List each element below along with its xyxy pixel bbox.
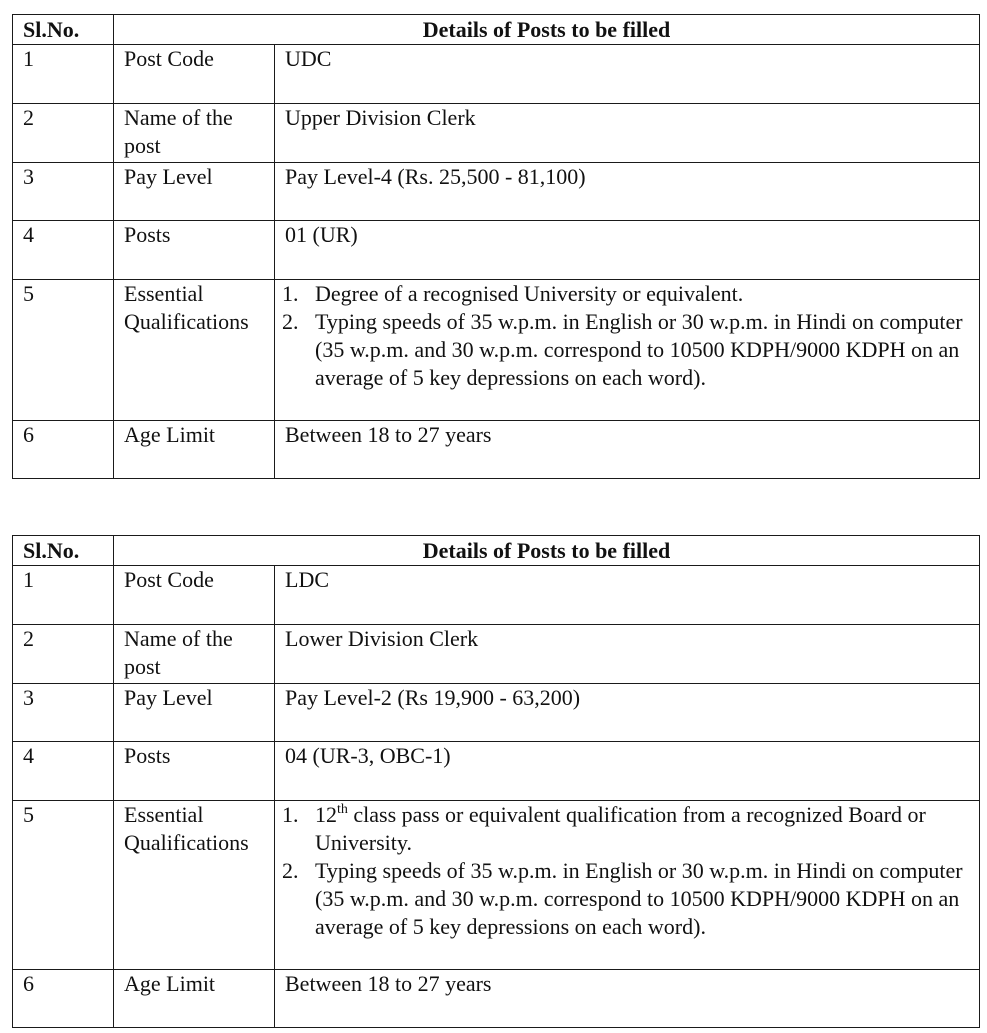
field-value: Between 18 to 27 years: [275, 970, 980, 1028]
sl-no-cell: 2: [13, 625, 114, 684]
sl-no-cell: 6: [13, 970, 114, 1028]
sl-no-header: Sl.No.: [13, 536, 114, 566]
list-item-text: class pass or equivalent qualification from a recognized Board or University.: [315, 802, 926, 855]
sl-no-cell: 3: [13, 163, 114, 221]
field-value: Upper Division Clerk: [275, 104, 980, 163]
table-row: [13, 280, 980, 421]
table-row: [13, 421, 980, 479]
sl-no-cell: 5: [13, 280, 114, 421]
table-row: [13, 104, 980, 163]
field-value: 04 (UR-3, OBC-1): [275, 742, 980, 801]
list-item-text-prefix: 12: [315, 802, 337, 827]
field-label: Posts: [114, 742, 275, 801]
list-item-text: Typing speeds of 35 w.p.m. in English or 30 w.p.m. in Hindi on computer (35 w.p.m. and 30 w.p.m. correspond to 10500 KDPH/9000 KDPH on an average of 5 key depressions on each word).: [315, 309, 963, 390]
list-item-number: 1.: [282, 802, 299, 827]
field-value: LDC: [275, 566, 980, 625]
sl-no-cell: 5: [13, 801, 114, 970]
field-value: 01 (UR): [275, 221, 980, 280]
list-item-text: Typing speeds of 35 w.p.m. in English or 30 w.p.m. in Hindi on computer (35 w.p.m. and 30 w.p.m. correspond to 10500 KDPH/9000 KDPH on an average of 5 key depressions on each word).: [315, 858, 963, 939]
field-label: Age Limit: [114, 421, 275, 479]
table-row: [13, 45, 980, 104]
table-row: [13, 801, 980, 970]
field-label: Age Limit: [114, 970, 275, 1028]
superscript-suffix: th: [337, 801, 348, 817]
field-label: Posts: [114, 221, 275, 280]
list-item-number: 2.: [282, 858, 299, 883]
field-label: Essential Qualifications: [114, 801, 275, 970]
details-header: Details of Posts to be filled: [114, 15, 980, 45]
qualifications-list: [282, 801, 969, 941]
field-value: Pay Level-2 (Rs 19,900 - 63,200): [275, 684, 980, 742]
field-label: Pay Level: [114, 684, 275, 742]
list-item-number: 1.: [282, 281, 299, 306]
field-label: Name of the post: [114, 104, 275, 163]
list-item: [282, 857, 969, 941]
table-header-row: [13, 536, 980, 566]
field-label: Pay Level: [114, 163, 275, 221]
table-row: [13, 625, 980, 684]
sl-no-header: Sl.No.: [13, 15, 114, 45]
list-item-number: 2.: [282, 309, 299, 334]
table-row: [13, 684, 980, 742]
field-label: Essential Qualifications: [114, 280, 275, 421]
table-header-row: [13, 15, 980, 45]
table-row: [13, 970, 980, 1028]
qualifications-cell: [275, 280, 980, 421]
field-value: Between 18 to 27 years: [275, 421, 980, 479]
details-header: Details of Posts to be filled: [114, 536, 980, 566]
field-value: UDC: [275, 45, 980, 104]
table-row: [13, 221, 980, 280]
list-item-text: Degree of a recognised University or equivalent.: [315, 281, 744, 306]
qualifications-list: [282, 280, 969, 392]
field-label: Post Code: [114, 45, 275, 104]
table-row: [13, 163, 980, 221]
field-value: Pay Level-4 (Rs. 25,500 - 81,100): [275, 163, 980, 221]
list-item: [282, 801, 969, 857]
table-row: [13, 566, 980, 625]
table-row: [13, 742, 980, 801]
list-item: [282, 280, 969, 308]
sl-no-cell: 3: [13, 684, 114, 742]
qualifications-cell: [275, 801, 980, 970]
field-value: Lower Division Clerk: [275, 625, 980, 684]
sl-no-cell: 1: [13, 45, 114, 104]
field-label: Name of the post: [114, 625, 275, 684]
udc-posts-table: [12, 14, 980, 479]
ldc-posts-table: [12, 535, 980, 1028]
sl-no-cell: 6: [13, 421, 114, 479]
field-label: Post Code: [114, 566, 275, 625]
list-item: [282, 308, 969, 392]
sl-no-cell: 4: [13, 742, 114, 801]
sl-no-cell: 4: [13, 221, 114, 280]
sl-no-cell: 2: [13, 104, 114, 163]
sl-no-cell: 1: [13, 566, 114, 625]
